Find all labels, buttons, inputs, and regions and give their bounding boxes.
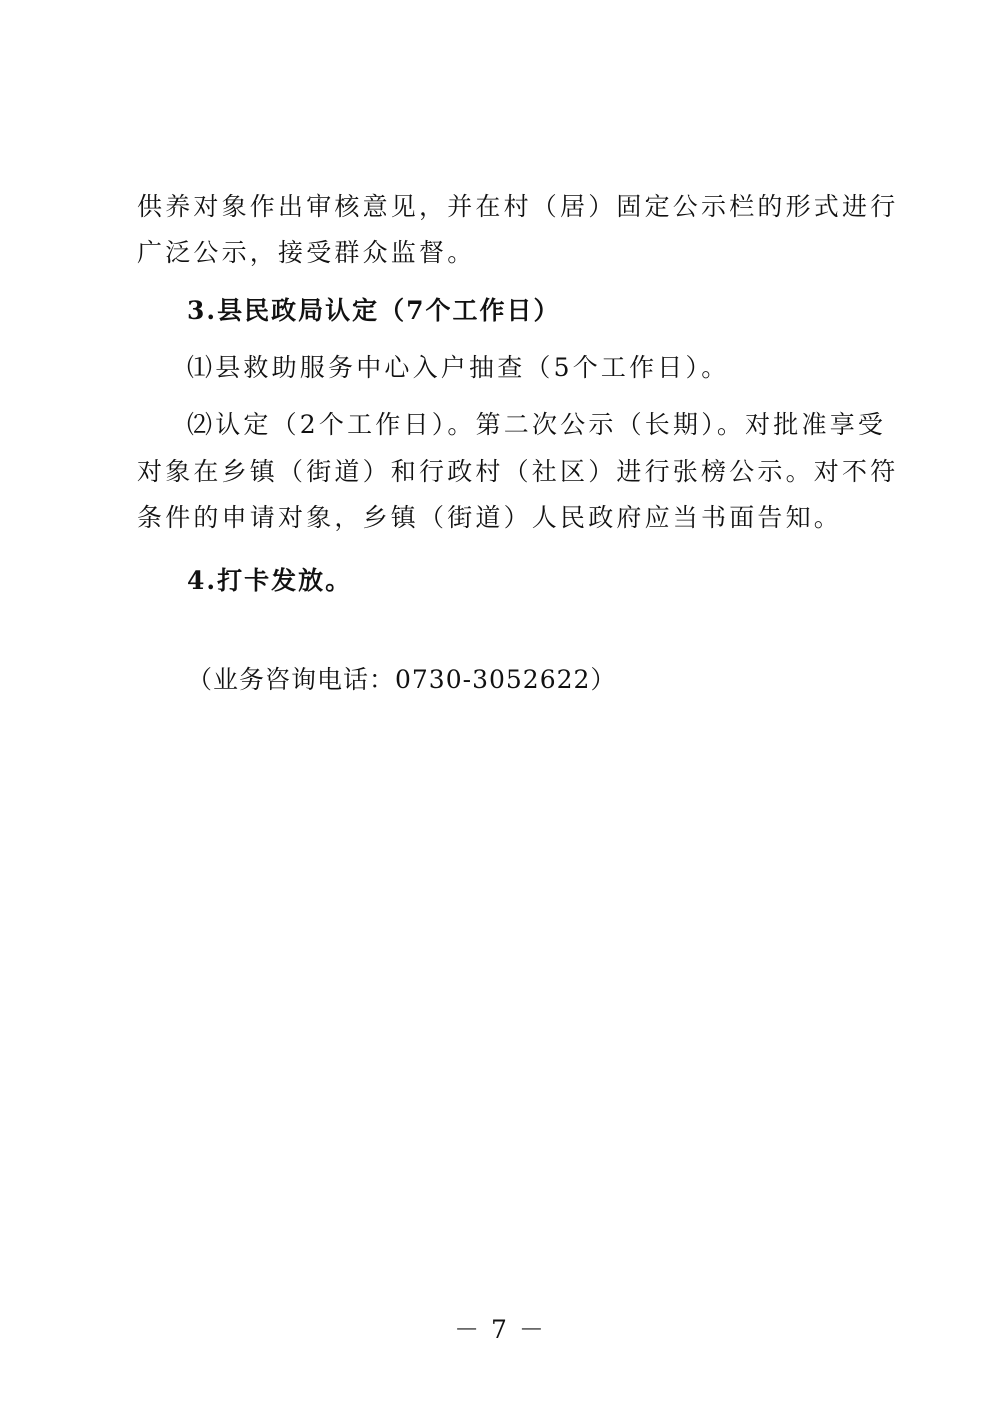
paragraph-line: 广泛公示，接受群众监督。 xyxy=(137,238,476,267)
paragraph-line: 供养对象作出审核意见，并在村（居）固定公示栏的形式进行 xyxy=(137,192,899,221)
page-number: － 7 － xyxy=(454,1315,546,1344)
list-item-2-line: 条件的申请对象，乡镇（街道）人民政府应当书面告知。 xyxy=(137,503,843,532)
list-item-1: ⑴县救助服务中心入户抽查（5个工作日）。 xyxy=(187,353,730,382)
section-heading-4: 4.打卡发放。 xyxy=(187,566,353,595)
list-item-2-line: 对象在乡镇（街道）和行政村（社区）进行张榜公示。对不符 xyxy=(137,457,899,486)
list-item-2-line: ⑵认定（2个工作日）。第二次公示（长期）。对批准享受 xyxy=(187,410,887,439)
section-heading-3: 3.县民政局认定（7个工作日） xyxy=(187,296,561,325)
contact-phone: （业务咨询电话：0730-3052622） xyxy=(187,665,617,694)
